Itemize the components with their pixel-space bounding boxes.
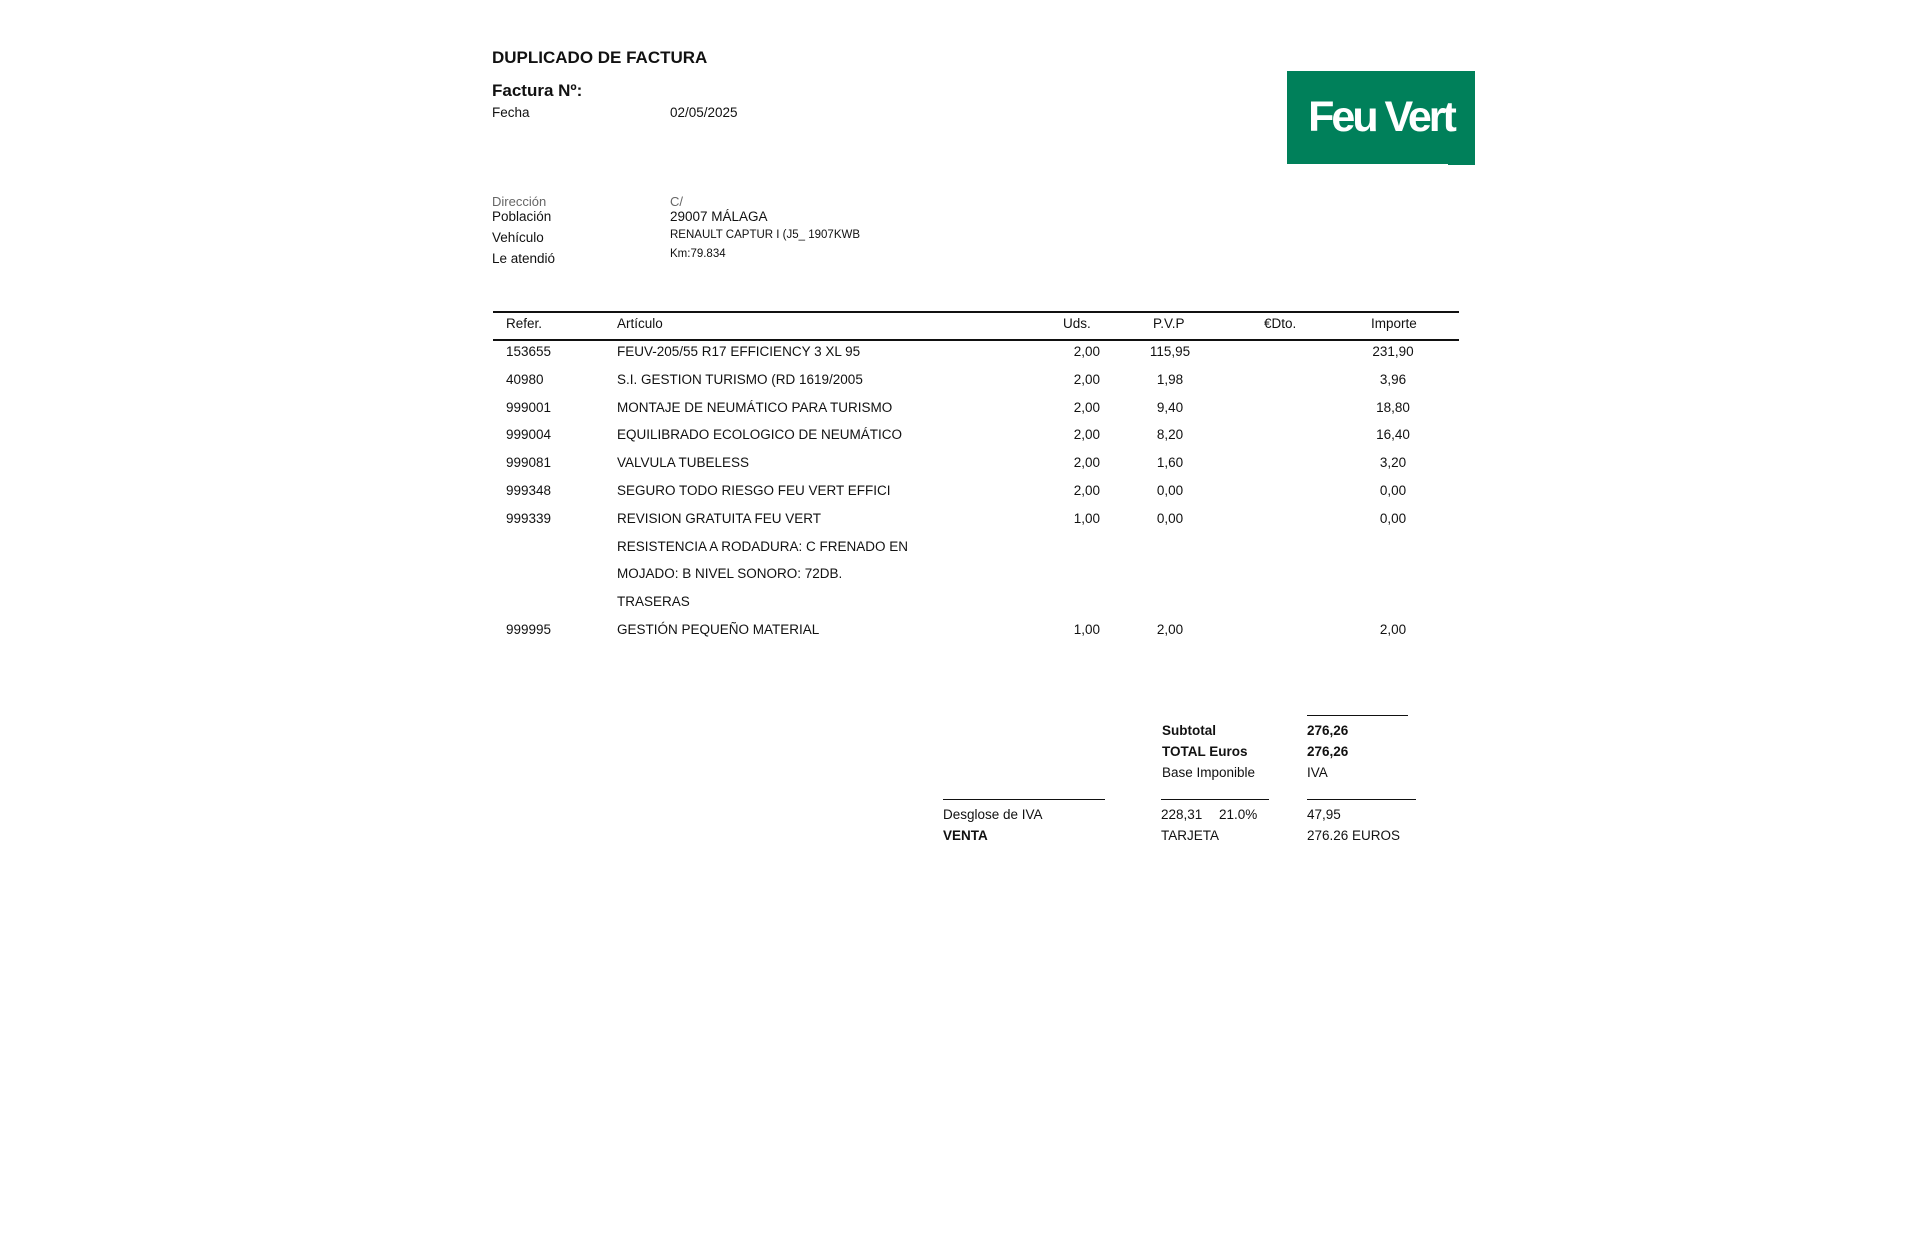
subtotal-rule [1307, 715, 1408, 716]
clipped-address-label: Dirección [492, 194, 547, 209]
cell-articulo: MOJADO: B NIVEL SONORO: 72DB. [617, 566, 843, 581]
cell-importe: 2,00 [1379, 622, 1407, 637]
payment-method: TARJETA [1161, 828, 1220, 843]
logo-text: Feu Vert [1308, 93, 1454, 141]
cell-articulo: REVISION GRATUITA FEU VERT [617, 511, 822, 526]
table-header-rule [493, 339, 1459, 341]
col-header-pvp: P.V.P [1153, 316, 1185, 331]
cell-importe: 231,90 [1372, 344, 1414, 359]
cell-pvp: 1,98 [1156, 372, 1184, 387]
cell-uds: 2,00 [1073, 400, 1100, 415]
poblacion-value: 29007 MÁLAGA [670, 209, 768, 224]
subtotal-label: Subtotal [1162, 723, 1216, 738]
base-rule [1161, 799, 1269, 800]
cell-pvp: 9,40 [1156, 400, 1184, 415]
cell-uds: 2,00 [1073, 372, 1100, 387]
date-label: Fecha [492, 105, 530, 120]
table-top-rule [493, 311, 1459, 313]
document-title: DUPLICADO DE FACTURA [492, 48, 708, 67]
cell-pvp: 2,00 [1156, 622, 1184, 637]
clipped-address-value: C/ [670, 194, 683, 209]
cell-ref: 153655 [506, 344, 552, 359]
cell-uds: 1,00 [1073, 622, 1100, 637]
poblacion-label: Población [492, 209, 552, 224]
desglose-rule [943, 799, 1105, 800]
iva-value: 47,95 [1307, 807, 1341, 822]
feu-vert-logo [1287, 71, 1475, 164]
payment-amount: 276.26 EUROS [1307, 828, 1401, 843]
cell-importe: 0,00 [1379, 511, 1407, 526]
cell-articulo: S.I. GESTION TURISMO (RD 1619/2005 [617, 372, 863, 387]
cell-ref: 999339 [506, 511, 552, 526]
cell-uds: 1,00 [1073, 511, 1100, 526]
cell-articulo: MONTAJE DE NEUMÁTICO PARA TURISMO [617, 400, 893, 415]
invoice-number-label: Factura Nº: [492, 81, 583, 100]
cell-importe: 16,40 [1376, 427, 1410, 442]
cell-articulo: GESTIÓN PEQUEÑO MATERIAL [617, 622, 820, 637]
cell-pvp: 0,00 [1156, 483, 1184, 498]
col-header-ref: Refer. [506, 316, 543, 331]
subtotal-value: 276,26 [1307, 723, 1349, 738]
total-label: TOTAL Euros [1162, 744, 1248, 759]
iva-rate: 21.0% [1219, 807, 1258, 822]
cell-articulo: RESISTENCIA A RODADURA: C FRENADO EN [617, 539, 909, 554]
iva-rule [1307, 799, 1416, 800]
cell-importe: 3,20 [1379, 455, 1407, 470]
col-header-importe: Importe [1371, 316, 1417, 331]
cell-ref: 999004 [506, 427, 552, 442]
desglose-iva-label: Desglose de IVA [943, 807, 1043, 822]
cell-ref: 999995 [506, 622, 552, 637]
cell-articulo: TRASERAS [617, 594, 690, 609]
cell-ref: 999348 [506, 483, 552, 498]
total-value: 276,26 [1307, 744, 1349, 759]
base-imponible-label: Base Imponible [1162, 765, 1256, 780]
cell-uds: 2,00 [1073, 483, 1100, 498]
km-value: Km:79.834 [670, 248, 726, 260]
cell-pvp: 8,20 [1156, 427, 1184, 442]
cell-pvp: 1,60 [1156, 455, 1184, 470]
logo-underline [1448, 162, 1475, 165]
base-value: 228,31 [1161, 807, 1203, 822]
iva-label: IVA [1307, 765, 1328, 780]
col-header-articulo: Artículo [617, 316, 663, 331]
atendio-label: Le atendió [492, 251, 556, 266]
vehiculo-value: RENAULT CAPTUR I (J5_ 1907KWB [670, 229, 861, 241]
vehiculo-label: Vehículo [492, 230, 544, 245]
cell-importe: 3,96 [1379, 372, 1407, 387]
cell-ref: 40980 [506, 372, 544, 387]
col-header-dto: €Dto. [1264, 316, 1297, 331]
cell-articulo: SEGURO TODO RIESGO FEU VERT EFFICI [617, 483, 891, 498]
cell-importe: 0,00 [1379, 483, 1407, 498]
cell-ref: 999001 [506, 400, 552, 415]
cell-articulo: VALVULA TUBELESS [617, 455, 750, 470]
cell-uds: 2,00 [1073, 427, 1100, 442]
cell-uds: 2,00 [1073, 344, 1100, 359]
cell-articulo: FEUV-205/55 R17 EFFICIENCY 3 XL 95 [617, 344, 861, 359]
cell-ref: 999081 [506, 455, 552, 470]
venta-label: VENTA [943, 828, 988, 843]
cell-uds: 2,00 [1073, 455, 1100, 470]
cell-pvp: 0,00 [1156, 511, 1184, 526]
col-header-uds: Uds. [1063, 316, 1091, 331]
date-value: 02/05/2025 [670, 105, 738, 120]
cell-articulo: EQUILIBRADO ECOLOGICO DE NEUMÁTICO [617, 427, 903, 442]
cell-importe: 18,80 [1376, 400, 1410, 415]
cell-pvp: 115,95 [1149, 344, 1191, 359]
